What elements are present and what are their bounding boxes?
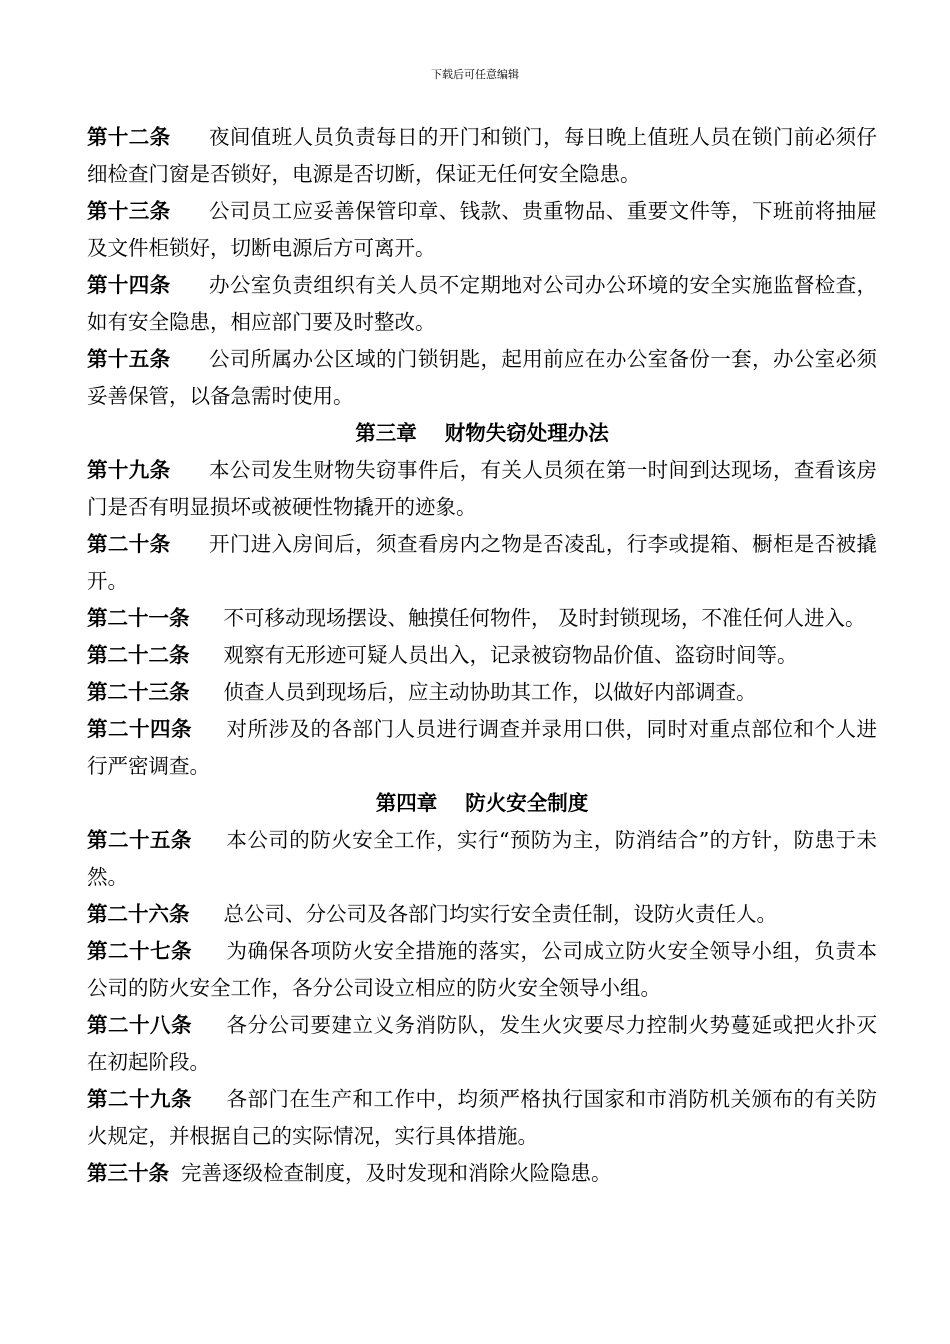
article-26	[87, 896, 877, 933]
article-13	[87, 193, 877, 267]
article-20	[87, 526, 877, 600]
article-24	[87, 711, 877, 785]
header-note: 下载后可任意编辑	[431, 68, 519, 81]
article-text: 对所涉及的各部门人员进行调查并录用口供，同时对重点部位和个人进行严密调查。	[87, 717, 877, 778]
chapter-number: 第四章	[375, 791, 438, 815]
article-text: 不可移动现场摆设、触摸任何物件， 及时封锁现场，不准任何人进入。	[223, 606, 866, 630]
article-label: 第二十七条	[87, 939, 192, 963]
article-label: 第二十九条	[87, 1087, 192, 1111]
article-text: 本公司发生财物失窃事件后，有关人员须在第一时间到达现场，查看该房门是否有明显损坏或被硬性物撬开的迹象。	[87, 458, 878, 519]
article-text: 观察有无形迹可疑人员出入，记录被窃物品价值、盗窃时间等。	[223, 643, 798, 667]
article-label: 第二十五条	[87, 828, 192, 852]
article-25	[87, 822, 877, 896]
article-12	[87, 119, 877, 193]
article-label: 第二十条	[87, 532, 171, 556]
article-text: 办公室负责组织有关人员不定期地对公司办公环境的安全实施监督检查，如有安全隐患，相应部门要及时整改。	[87, 273, 878, 334]
article-27	[87, 933, 877, 1007]
article-label: 第三十条	[87, 1161, 169, 1185]
chapter-title: 防火安全制度	[465, 791, 589, 815]
article-label: 第二十四条	[87, 717, 192, 741]
article-label: 第二十六条	[87, 902, 190, 926]
article-text: 各部门在生产和工作中，均须严格执行国家和市消防机关颁布的有关防火规定，并根据自己的实际情况，实行具体措施。	[87, 1087, 877, 1148]
article-label: 第十四条	[87, 273, 171, 297]
article-label: 第十五条	[87, 347, 171, 371]
article-text: 各分公司要建立义务消防队，发生火灾要尽力控制火势蔓延或把火扑灭在初起阶段。	[87, 1013, 877, 1074]
article-30	[87, 1155, 877, 1192]
article-text: 总公司、分公司及各部门均实行安全责任制，设防火责任人。	[223, 902, 777, 926]
article-28	[87, 1007, 877, 1081]
article-label: 第十二条	[87, 125, 171, 149]
article-label: 第十九条	[87, 458, 171, 482]
article-label: 第十三条	[87, 199, 171, 223]
article-14	[87, 267, 877, 341]
article-19	[87, 452, 877, 526]
article-text: 为确保各项防火安全措施的落实，公司成立防火安全领导小组，负责本公司的防火安全工作，各分公司设立相应的防火安全领导小组。	[87, 939, 877, 1000]
chapter-title: 财物失窃处理办法	[444, 421, 609, 445]
article-22	[87, 637, 877, 674]
article-text: 侦查人员到现场后，应主动协助其工作，以做好内部调查。	[223, 680, 757, 704]
article-label: 第二十八条	[87, 1013, 192, 1037]
chapter-3-heading	[87, 415, 877, 452]
article-label: 第二十一条	[87, 606, 190, 630]
article-21	[87, 600, 877, 637]
document-body	[87, 119, 877, 1192]
article-text: 开门进入房间后，须查看房内之物是否凌乱，行李或提箱、橱柜是否被撬开。	[87, 532, 878, 593]
article-text: 公司所属办公区域的门锁钥匙，起用前应在办公室备份一套，办公室必须妥善保管，以备急需时使用。	[87, 347, 878, 408]
chapter-4-heading	[87, 785, 877, 822]
article-text: 夜间值班人员负责每日的开门和锁门，每日晚上值班人员在锁门前必须仔细检查门窗是否锁好，电源是否切断，保证无任何安全隐患。	[87, 125, 878, 186]
article-label: 第二十三条	[87, 680, 190, 704]
article-15	[87, 341, 877, 415]
article-text: 本公司的防火安全工作，实行“预防为主，防消结合”的方针，防患于未然。	[87, 828, 877, 889]
chapter-number: 第三章	[355, 421, 417, 445]
article-text: 完善逐级检查制度，及时发现和消除火险隐患。	[181, 1161, 612, 1185]
article-text: 公司员工应妥善保管印章、钱款、贵重物品、重要文件等，下班前将抽屉及文件柜锁好，切断电源后方可离开。	[87, 199, 878, 260]
article-29	[87, 1081, 877, 1155]
article-23	[87, 674, 877, 711]
article-label: 第二十二条	[87, 643, 190, 667]
